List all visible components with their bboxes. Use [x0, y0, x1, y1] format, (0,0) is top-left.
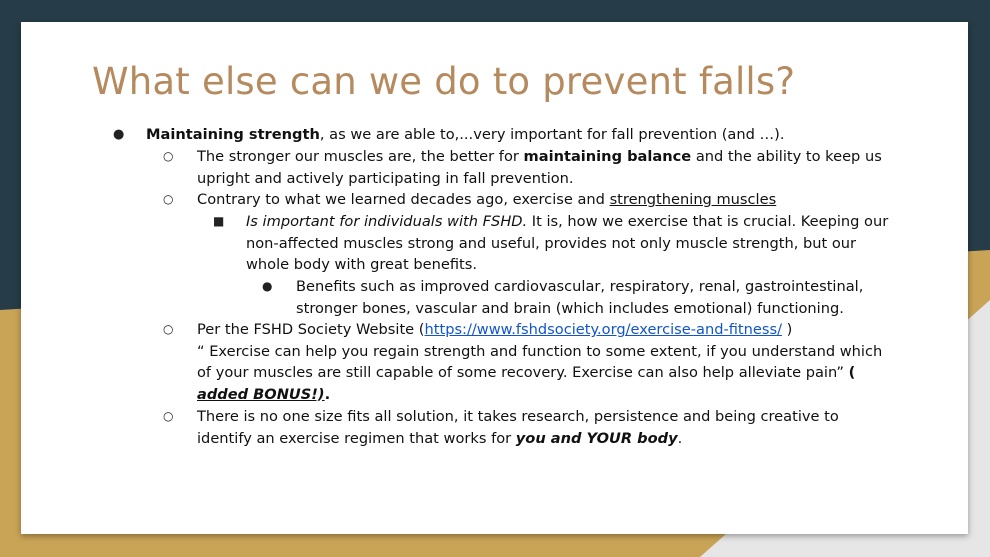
- bullet-text: [197, 406, 887, 449]
- text-run: There is no one size fits all solution, it takes research, persistence and being creative to identify an exercise regimen that works for: [197, 408, 839, 447]
- bullet-marker: ○: [163, 149, 174, 163]
- bold-phrase: maintaining balance: [523, 148, 692, 165]
- underlined-phrase: strengthening muscles: [609, 191, 777, 208]
- italic-phrase: Is important for individuals with FSHD.: [246, 213, 528, 230]
- bullet-marker: ○: [163, 322, 174, 336]
- bonus-open: (: [848, 364, 856, 381]
- slide-title: What else can we do to prevent falls?: [92, 60, 796, 103]
- text-run: , as we are able to,...very important for fall prevention (and …).: [319, 126, 785, 143]
- bullet-text: [197, 319, 887, 405]
- bullet-marker: ●: [113, 127, 125, 142]
- bullet-marker: ○: [163, 192, 174, 206]
- bullet-text: [146, 124, 846, 146]
- text-run: Per the FSHD Society Website (: [197, 321, 425, 338]
- bonus-close: .: [324, 385, 331, 403]
- bullet-text: [246, 211, 891, 276]
- fshd-society-link[interactable]: https://www.fshdsociety.org/exercise-and-fitness/: [424, 321, 783, 338]
- bullet-text: [197, 146, 887, 189]
- text-run: and the ability to keep us upright and actively participating in fall prevention.: [197, 148, 882, 187]
- quote-text: “ Exercise can help you regain strength and function to some extent, if you understand which of your muscles are still capable of some recovery. Exercise can also help alleviate pain”: [197, 342, 883, 381]
- text-run: ): [782, 321, 793, 338]
- text-run: The stronger our muscles are, the better for: [197, 148, 524, 165]
- bold-italic-phrase: you and YOUR body: [515, 429, 678, 447]
- bonus-phrase: added BONUS!): [197, 385, 325, 403]
- bullet-marker: ■: [213, 214, 225, 228]
- bullet-text: [197, 189, 887, 211]
- text-run: It is, how we exercise that is crucial. Keeping our non-affected muscles strong and useful, provides not only muscle strength, but our whole body with great benefits.: [246, 213, 889, 273]
- bullet-text: Benefits such as improved cardiovascular, respiratory, renal, gastrointestinal, stronger bones, vascular and brain (which includes emotional) functioning.: [296, 278, 864, 317]
- bold-phrase: Maintaining strength: [146, 126, 320, 143]
- bullet-marker: ●: [262, 279, 273, 293]
- bullet-marker: ○: [163, 409, 174, 423]
- text-run: .: [677, 429, 683, 447]
- text-run: Contrary to what we learned decades ago, exercise and: [197, 191, 610, 208]
